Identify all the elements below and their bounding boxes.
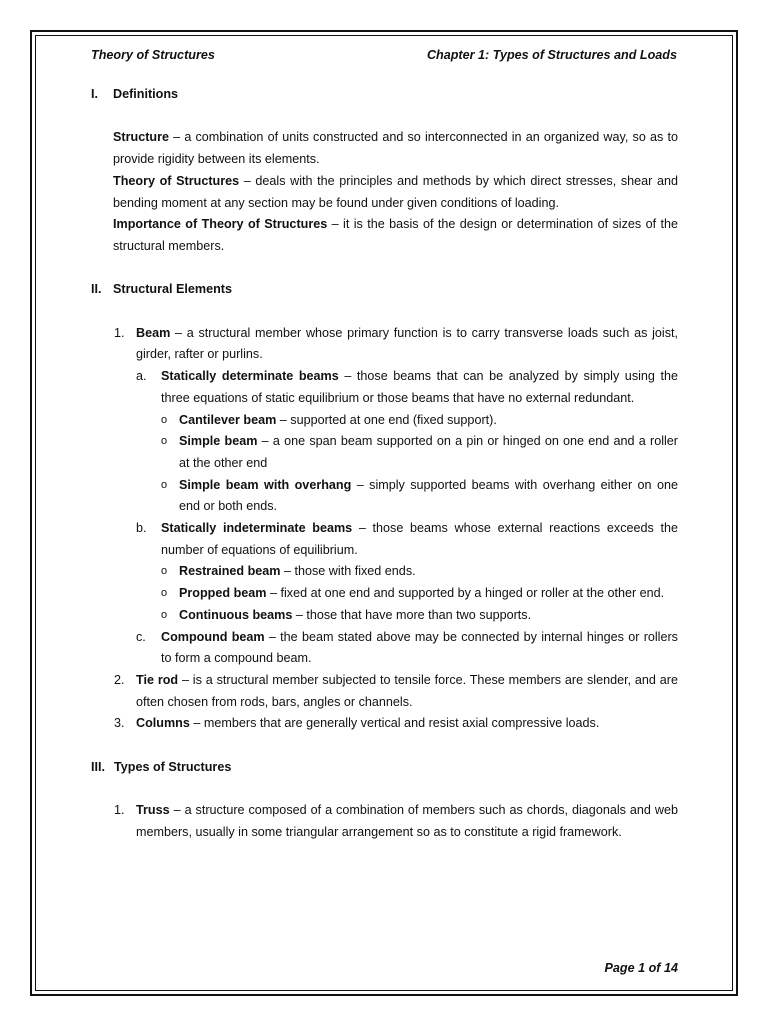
list-item: 3. Columns – members that are generally vertical and resist axial compressive loads. (114, 716, 600, 731)
bullet-item: o Restrained beam – those with fixed ends. (91, 561, 678, 583)
list-item: b. Statically indeterminate beams – those beams whose external reactions exceeds the number of equations of equilibrium. (136, 521, 679, 557)
document-body (91, 84, 678, 844)
list-item: 2. Tie rod – is a structural member subjected to tensile force. These members are slender, and are often chosen from rods, bars, angles or channels. (114, 672, 678, 709)
bullet-item: o Simple beam with overhang – simply supported beams with overhang either on one end or both ends. (91, 475, 678, 518)
list-item: 1. Beam – a structural member whose primary function is to carry transverse loads such as joist, girder, rafter or purlins. (114, 325, 678, 362)
page-number: Page 1 of 14 (604, 961, 678, 975)
header-left: Theory of Structures (91, 48, 215, 62)
section-heading-definitions: I. Definitions (91, 87, 179, 101)
section-heading-structural-elements: II. Structural Elements (91, 282, 232, 297)
bullet-icon: o (161, 435, 168, 448)
bullet-icon: o (161, 608, 168, 621)
bullet-icon: o (161, 413, 168, 426)
list-item: c. Compound beam – the beam stated above may be connected by internal hinges or rollers to form a compound beam. (136, 629, 678, 666)
bullet-item: o Propped beam – fixed at one end and supported by a hinged or roller at the other end. (91, 583, 678, 605)
definitions-block (113, 127, 678, 257)
bullet-item: o Simple beam – a one span beam supported on a pin or hinged on one end and a roller at the other end (91, 431, 678, 474)
definition-paragraph: Theory of Structures – deals with the principles and methods by which direct stresses, shear and bending moment at any section may be found under given conditions of loading. (113, 173, 678, 210)
definition-paragraph: Importance of Theory of Structures – it is the basis of the design or determination of sizes of the structural members. (113, 217, 678, 253)
bullet-item: o Cantilever beam – supported at one end (fixed support). (91, 410, 678, 432)
bullet-icon: o (161, 587, 168, 600)
bullet-item: o Continuous beams – those that have more than two supports. (91, 605, 678, 627)
list-item: a. Statically determinate beams – those beams that can be analyzed by simply using the three equations of static equilibrium or those beams that have no external redundant. (136, 369, 678, 405)
section-heading-types-of-structures: III. Types of Structures (91, 759, 232, 774)
header-right: Chapter 1: Types of Structures and Loads (426, 48, 677, 62)
bullet-icon: o (161, 478, 168, 491)
list-item: 1. Truss – a structure composed of a combination of members such as chords, diagonals and web members, usually in some triangular arrangement so as to constitute a rigid framework. (114, 803, 678, 839)
bullet-icon: o (161, 565, 168, 578)
definition-paragraph: Structure – a combination of units constructed and so interconnected in an organized way, so as to provide rigidity between its elements. (113, 130, 678, 167)
